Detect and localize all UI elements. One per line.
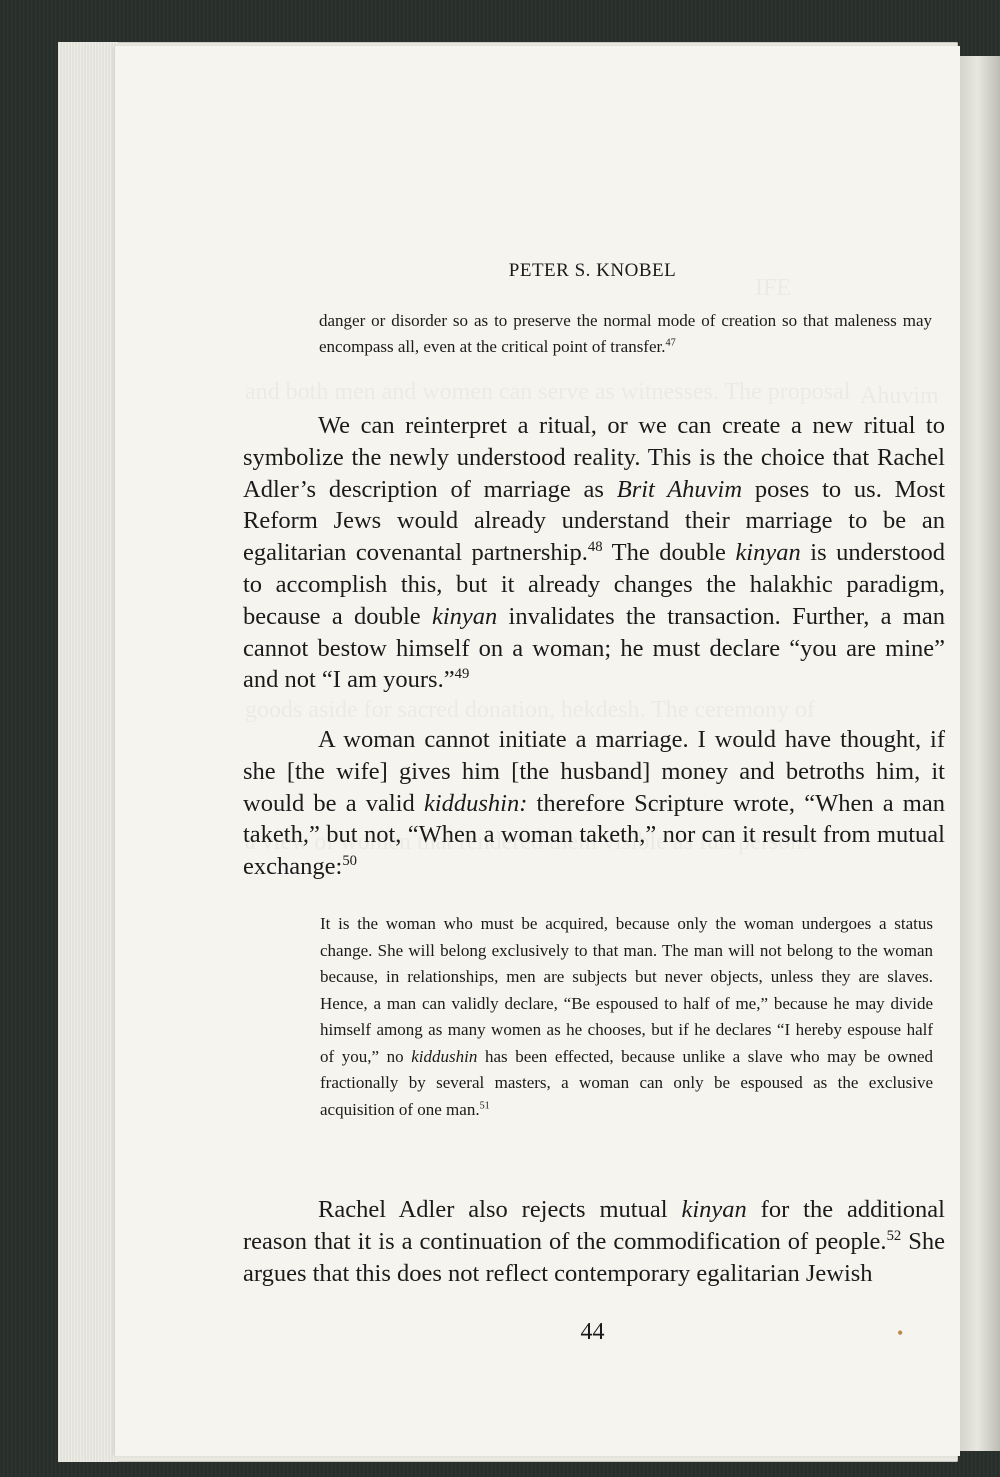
footnote-ref: 52: [886, 1227, 902, 1244]
italic-term: kiddushin: [411, 1046, 478, 1066]
bleed-through-text: [245, 376, 945, 408]
italic-term: kiddushin:: [423, 789, 528, 817]
bleed-through-text: [245, 694, 945, 726]
paragraph-text: She argues that this does not reflect contemporary egalitarian Jewish: [243, 1227, 946, 1287]
paragraph: [243, 410, 945, 696]
paragraph-text: for the additional reason that it is a continuation of the commodification of people.: [243, 1196, 945, 1255]
footnote-ref: 49: [454, 666, 470, 683]
paragraph-text: invalidates the transaction. Further, a man cannot bestow himself on a woman; he must declare “you are mine” and not “I am yours.”: [243, 602, 945, 694]
quote-text: It is the woman who must be acquired, because only the woman undergoes a status change. She will belong exclusively to that man. The man will not belong to the woman because, in relationships, men are subjects but never objects, unless they are slaves. Hence, a man can validly declare, “Be espoused to half of me,” because he may divide himself among as many women as he chooses, but if he declares “I hereby espouse half of you,” no: [320, 914, 933, 1066]
italic-term: Brit Ahuvim: [616, 475, 743, 503]
page-number: 44: [580, 1319, 605, 1345]
footnote-ref: 50: [342, 853, 357, 870]
running-header: PETER S. KNOBEL: [508, 260, 677, 281]
facing-page-edge: [955, 56, 1000, 1451]
footnote-ref: 51: [479, 1099, 490, 1111]
block-quote: [320, 911, 933, 1123]
paragraph: [243, 1194, 945, 1289]
block-quote: [319, 308, 932, 360]
paragraph-text: Rachel Adler also rejects mutual: [318, 1196, 682, 1223]
quote-text: has been effected, because unlike a slave who may be owned fractionally by several masters, a woman can only be espoused as the exclusive acquisition of one man.: [320, 1046, 933, 1119]
paragraph: [243, 724, 945, 883]
paragraph-text: poses to us. Most Reform Jews would already understand their marriage to be an egalitarian covenantal partnership.: [243, 475, 945, 567]
paragraph-text: We can reinterpret a ritual, or we can create a new ritual to symbolize the newly understood reality. This is the choice that Rachel Adler’s description of marriage as: [243, 412, 945, 503]
dot-mark: •: [897, 1323, 904, 1343]
paragraph-text: The double: [602, 539, 736, 567]
italic-term: kinyan: [735, 539, 801, 567]
book-page: [115, 46, 960, 1456]
paragraph-text: is understood to accomplish this, but it already changes the halakhic paradigm, because a double: [243, 539, 945, 630]
page-edges: [58, 42, 118, 1462]
footnote-ref: 47: [665, 337, 676, 349]
paragraph-text: A woman cannot initiate a marriage. I would have thought, if she [the wife] gives him [the husband] money and betroths him, it would be a valid: [243, 726, 945, 817]
paragraph-text: therefore Scripture wrote, “When a man taketh,” but not, “When a woman taketh,” nor can it result from mutual exchange:: [243, 789, 945, 881]
italic-term: kinyan: [431, 602, 498, 630]
italic-term: kinyan: [681, 1196, 747, 1223]
footnote-ref: 48: [587, 539, 603, 556]
quote-text: danger or disorder so as to preserve the normal mode of creation so that maleness may encompass all, even at the critical point of transfer.: [319, 311, 932, 356]
